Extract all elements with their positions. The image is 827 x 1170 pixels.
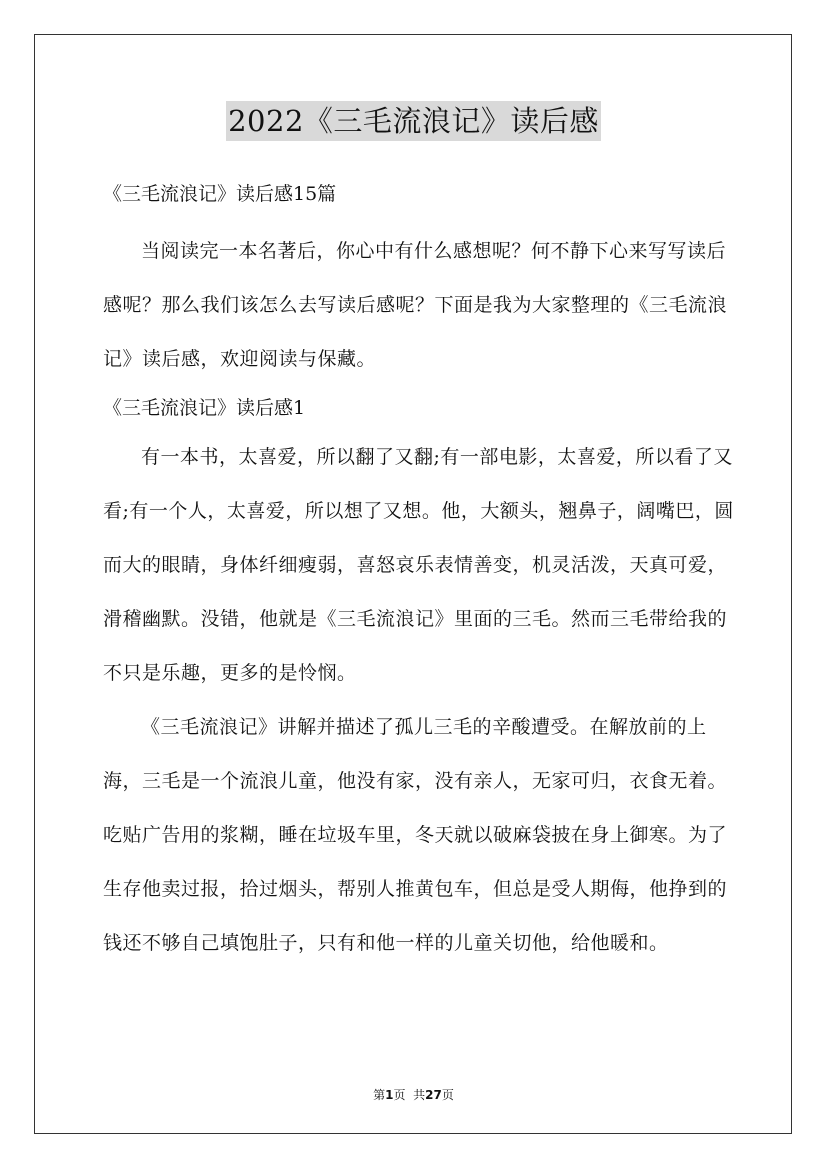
page-suffix: 页: [441, 1088, 454, 1102]
subtitle: 《三毛流浪记》读后感15篇: [103, 183, 337, 205]
page-current: 1: [385, 1088, 394, 1102]
page-total: 27: [425, 1088, 442, 1102]
document-body: [103, 172, 743, 970]
body-paragraph-1: 有一本书，太喜爱，所以翻了又翻;有一部电影，太喜爱，所以看了又看;有一个人，太喜爱，所以想了又想。他，大额头，翘鼻子，阔嘴巴，圆而大的眼睛，身体纤细瘦弱，喜怒哀乐表情善变，机灵活泼，天真可爱，滑稽幽默。没错，他就是《三毛流浪记》里面的三毛。然而三毛带给我的不只是乐趣，更多的是怜悯。: [103, 446, 734, 684]
title-container: [0, 101, 827, 141]
page-mid: 页 共: [393, 1088, 426, 1102]
page-prefix: 第: [373, 1088, 386, 1102]
section-heading: 《三毛流浪记》读后感1: [103, 397, 306, 419]
intro-paragraph: 当阅读完一本名著后，你心中有什么感想呢？何不静下心来写写读后感呢？那么我们该怎么去写读后感呢？下面是我为大家整理的《三毛流浪记》读后感，欢迎阅读与保藏。: [103, 240, 728, 370]
document-title: 2022《三毛流浪记》读后感: [226, 101, 601, 141]
page-footer: [0, 1086, 827, 1103]
body-paragraph-2: 《三毛流浪记》讲解并描述了孤儿三毛的辛酸遭受。在解放前的上海，三毛是一个流浪儿童，他没有家，没有亲人，无家可归，衣食无着。吃贴广告用的浆糊，睡在垃圾车里，冬天就以破麻袋披在身上御寒。为了生存他卖过报，拾过烟头，帮别人推黄包车，但总是受人期侮，他挣到的钱还不够自己填饱肚子，只有和他一样的儿童关切他，给他暖和。: [103, 716, 728, 954]
